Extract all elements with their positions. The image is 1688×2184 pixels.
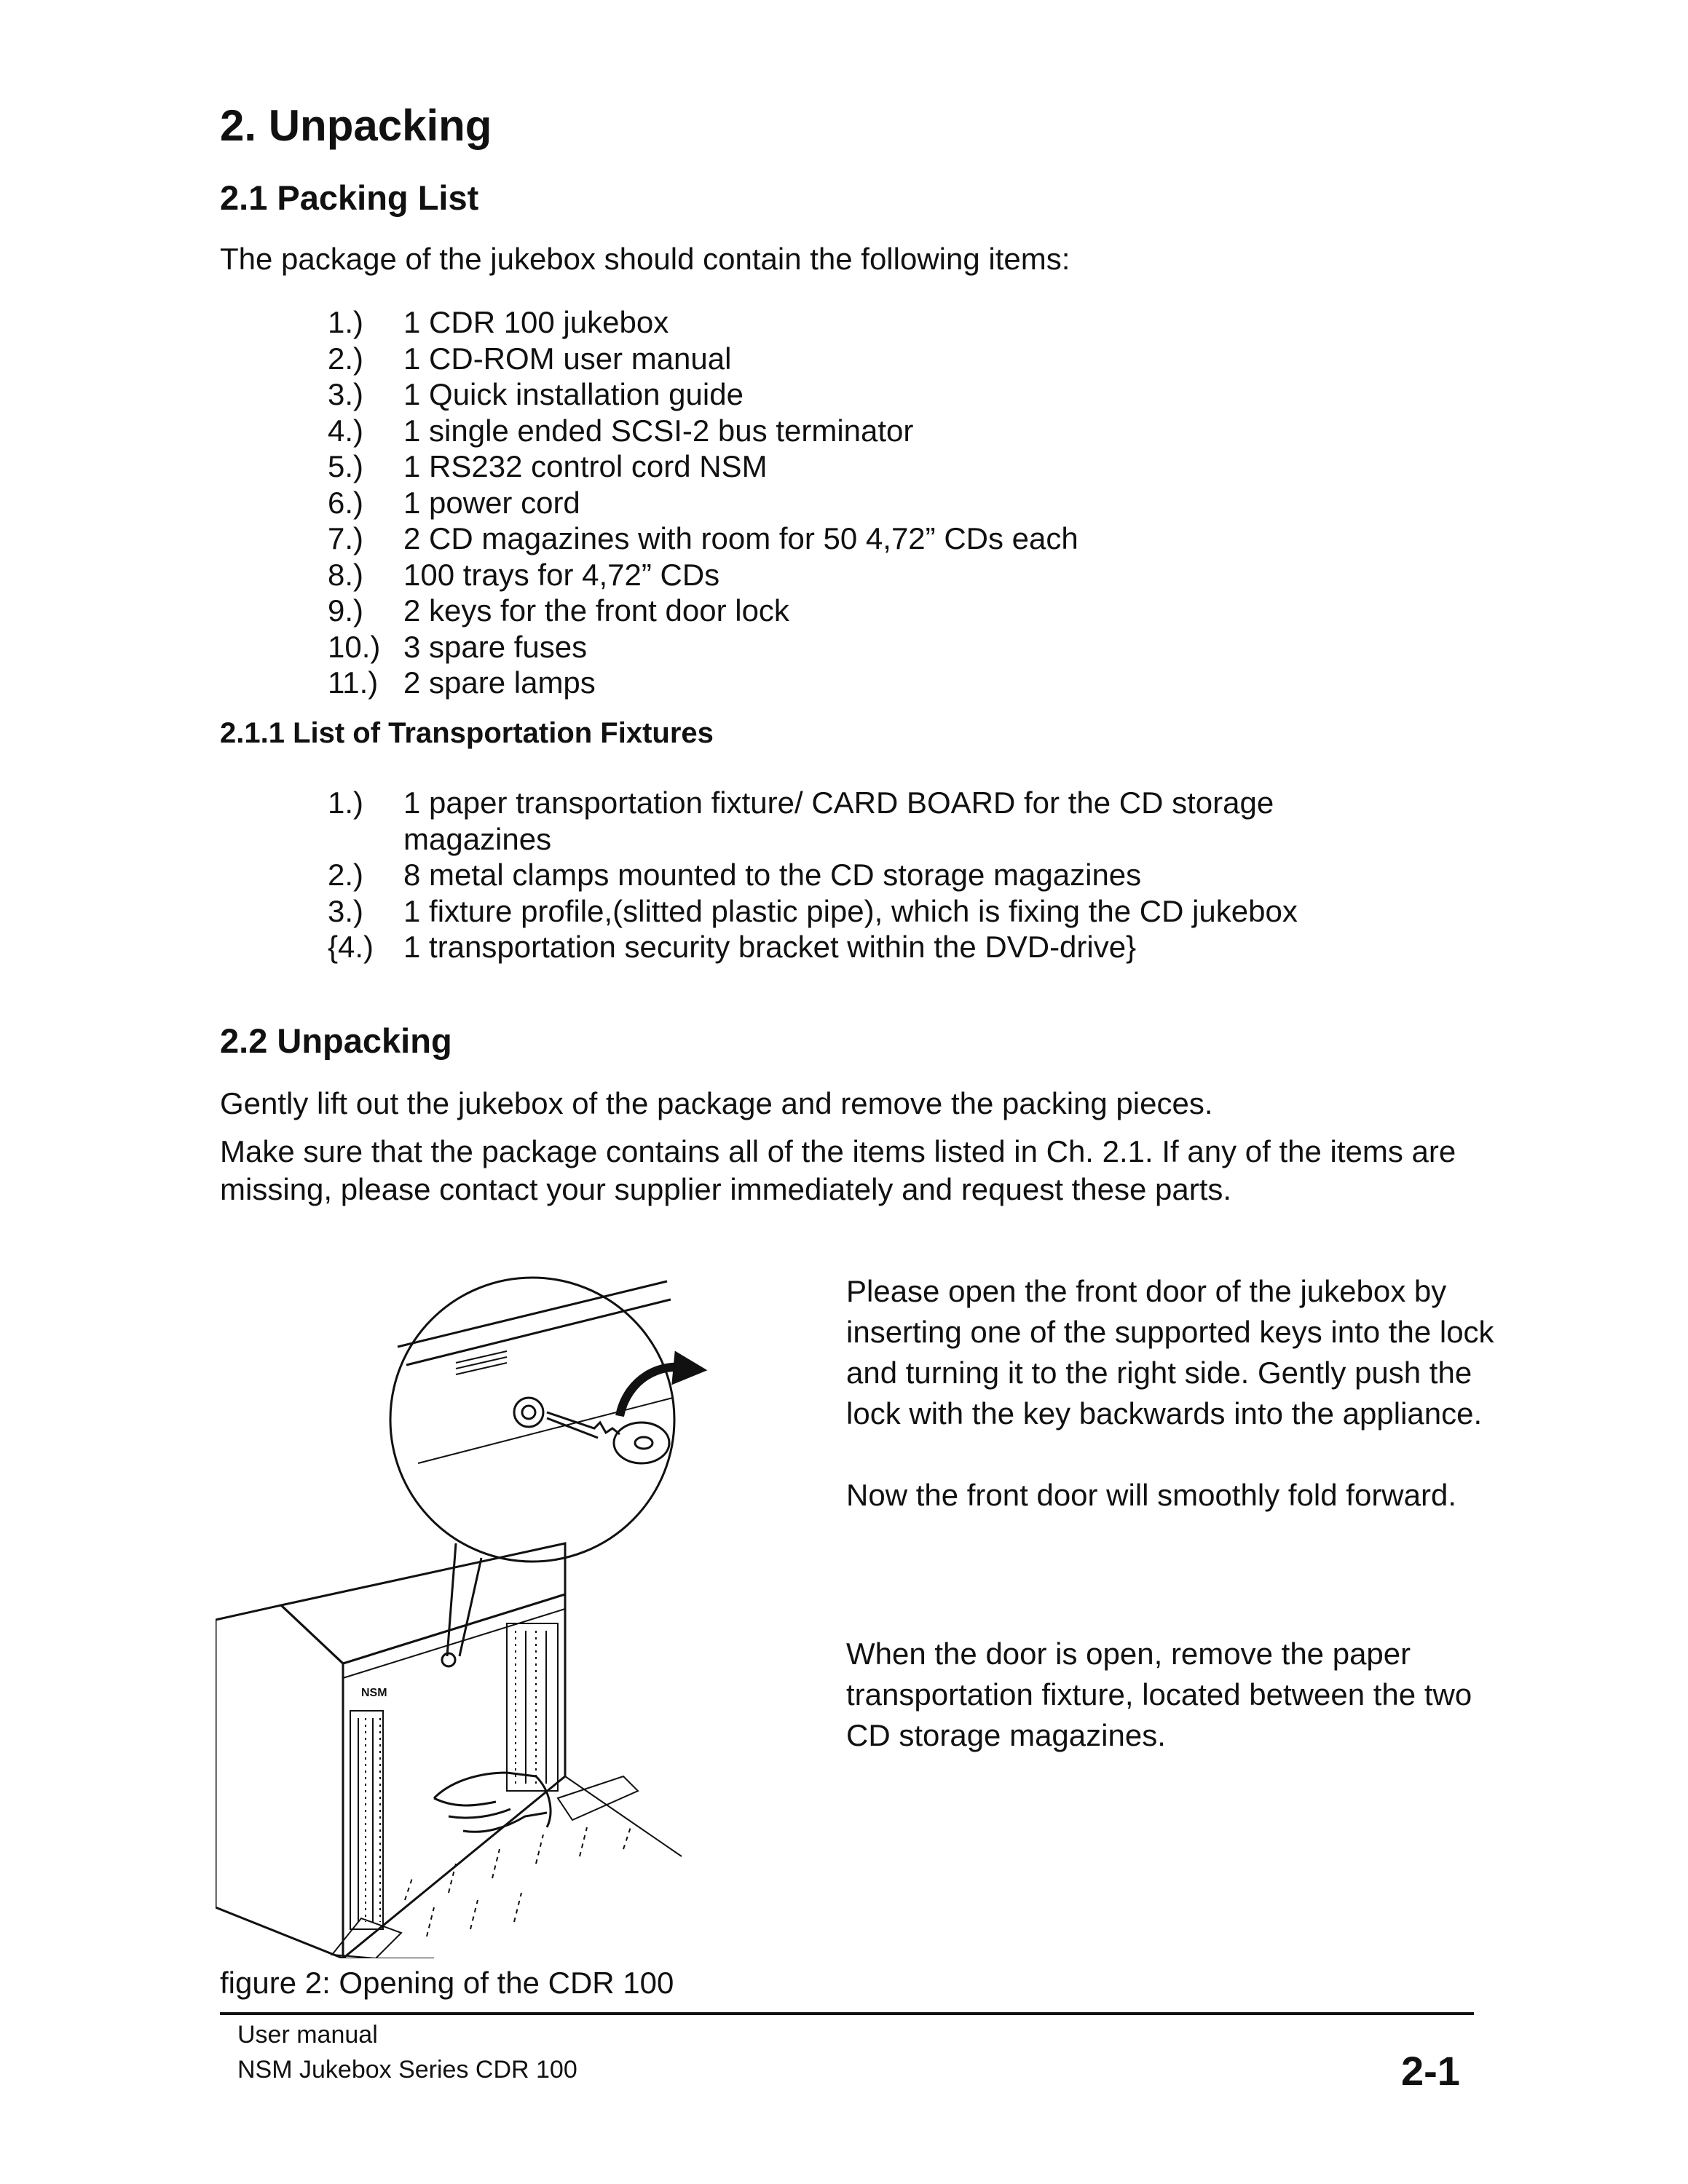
list-item [328,304,1274,341]
packing-list [328,304,1274,701]
list-item [328,665,1274,701]
heading-transportation-fixtures: 2.1.1 List of Transportation Fixtures [220,717,714,749]
device-brand-label: NSM [361,1687,387,1699]
instruction-open-door: Please open the front door of the jukebox by inserting one of the supported keys into the lock and turning it to the right side. Gently push the lock with the key backwards into the appliance. [846,1274,1494,1431]
list-item-number: 2.) [328,858,364,892]
list-item [328,593,1274,629]
list-item-text: 1 Quick installation guide [403,377,744,411]
heading-unpacking: 2.2 Unpacking [220,1021,452,1060]
door-lock-icon [442,1653,455,1666]
list-item [328,448,1274,485]
list-item-text: 1 fixture profile,(slitted plastic pipe), which is fixing the CD jukebox [403,893,1298,928]
list-item-number: {4.) [328,930,374,964]
lock-icon [514,1398,543,1427]
cd-magazine-right [507,1623,558,1791]
list-item-text: 2 spare lamps [403,665,596,700]
list-item-text: 1 single ended SCSI-2 bus terminator [403,413,914,448]
packing-list-intro: The package of the jukebox should contain the following items: [220,242,1070,276]
list-item [328,485,1274,521]
list-item [328,341,1274,377]
list-item-number: 4.) [328,413,364,448]
list-item-text: 1 CD-ROM user manual [403,341,732,376]
folded-door [343,1776,682,1958]
list-item-number: 8.) [328,557,364,592]
list-item-text: 1 transportation security bracket within the DVD-drive} [403,930,1137,964]
list-item-text: 8 metal clamps mounted to the CD storage magazines [403,858,1142,892]
list-item [328,785,1347,857]
list-item-text: 1 RS232 control cord NSM [403,449,768,483]
page-number: 2-1 [1401,2048,1460,2094]
list-item [328,629,1274,665]
list-item-text: 1 CDR 100 jukebox [403,305,669,339]
list-item-text: 100 trays for 4,72” CDs [403,557,720,592]
instruction-door-folds: Now the front door will smoothly fold forward. [846,1478,1457,1512]
list-item-text: 2 CD magazines with room for 50 4,72” CDs each [403,521,1078,555]
heading-packing-list: 2.1 Packing List [220,178,479,217]
page-title: 2. Unpacking [220,101,492,150]
list-item-number: 5.) [328,449,364,483]
list-item-number: 1.) [328,305,364,339]
list-item-number: 3.) [328,893,364,928]
list-item-number: 3.) [328,377,364,411]
list-item-number: 2.) [328,341,364,376]
instruction-remove-fixture: When the door is open, remove the paper transportation fixture, located between the two CD storage magazines. [846,1637,1472,1752]
list-item-number: 7.) [328,521,364,555]
list-item [328,893,1347,930]
footer-divider [220,2012,1474,2015]
key-icon [547,1412,669,1463]
cd-magazine-left [350,1711,383,1929]
footer-product-name: NSM Jukebox Series CDR 100 [237,2056,577,2084]
list-item-text: 2 keys for the front door lock [403,593,789,628]
transportation-fixtures-list [328,785,1347,965]
list-item-number: 11.) [328,665,379,700]
list-item [328,413,1274,449]
list-item-number: 6.) [328,485,364,520]
list-item-number: 10.) [328,629,381,664]
jukebox-body [216,1543,565,1958]
figure-caption: figure 2: Opening of the CDR 100 [220,1966,674,2000]
footer-manual-label: User manual [237,2021,378,2049]
list-item [328,857,1347,893]
magnifier-circle [390,1278,674,1562]
unpacking-para-1: Gently lift out the jukebox of the package and remove the packing pieces. [220,1086,1213,1120]
list-item [328,376,1274,413]
door-edge-detail [398,1281,673,1463]
list-item [328,521,1274,557]
list-item [328,557,1274,593]
list-item-text: 3 spare fuses [403,629,588,664]
list-item-number: 1.) [328,786,364,820]
jukebox-illustration [216,1238,835,1958]
list-item-number: 9.) [328,593,364,628]
list-item-text: 1 paper transportation fixture/ CARD BOARD for the CD storage magazines [403,786,1274,856]
unpacking-para-2: Make sure that the package contains all of the items listed in Ch. 2.1. If any of the items are missing, please contact your supplier immediately and request these parts. [220,1134,1456,1206]
list-item [328,929,1347,965]
list-item-text: 1 power cord [403,485,580,520]
